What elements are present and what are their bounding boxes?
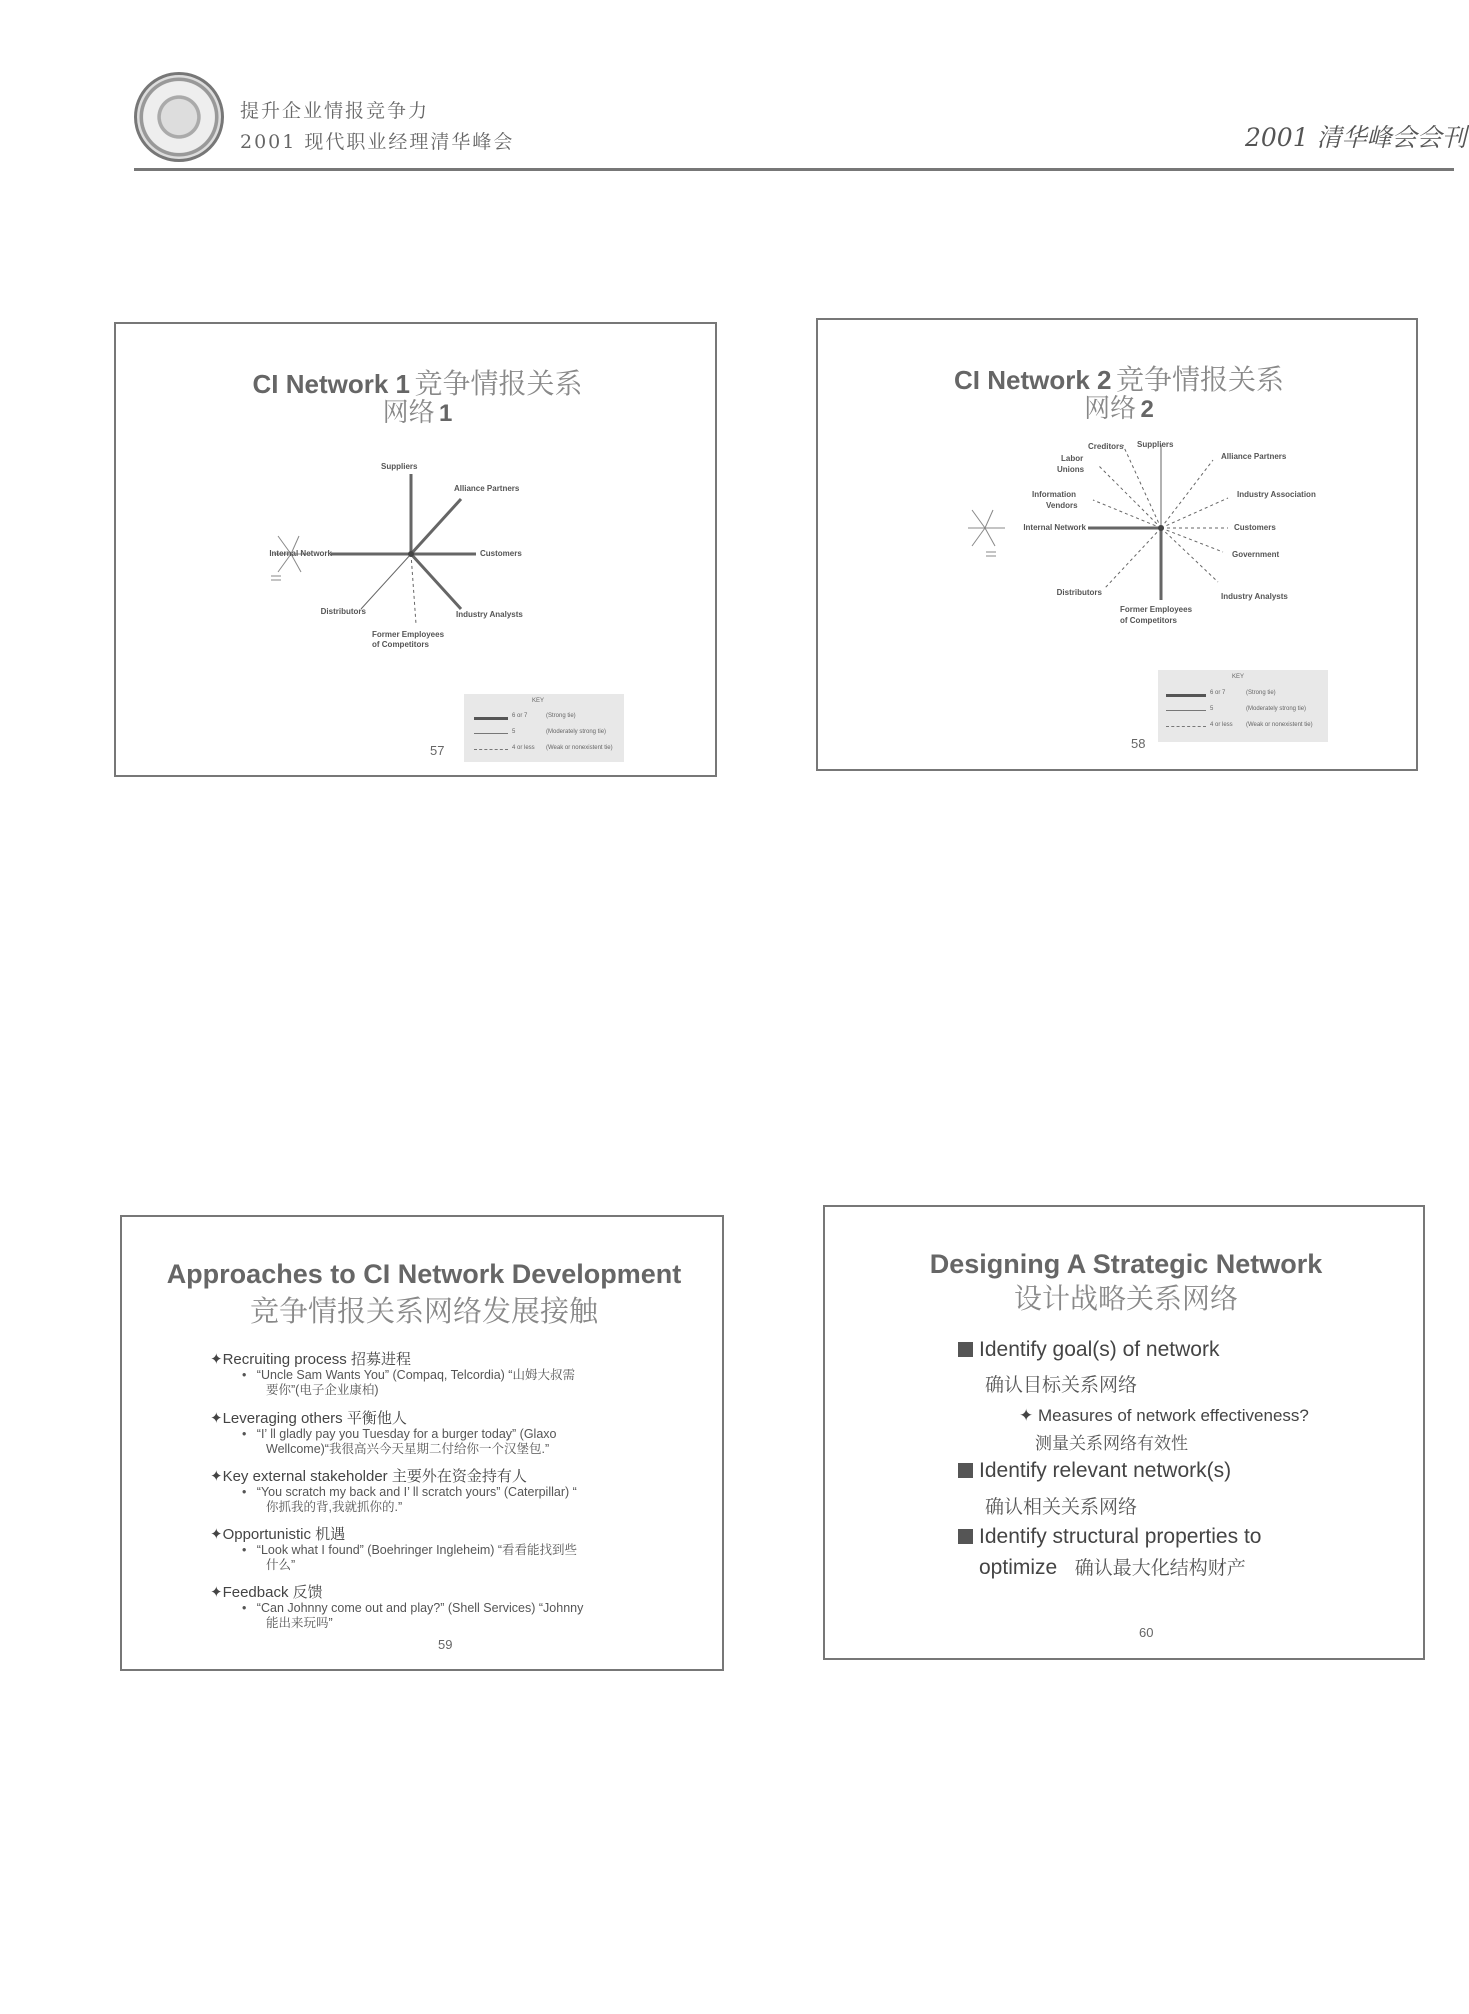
slide-57 [114, 322, 717, 777]
label-of-competitors: of Competitors [1120, 616, 1177, 625]
label-distributors: Distributors [1056, 588, 1102, 597]
slide-58-title-zh-2: 网络 [1084, 394, 1137, 424]
bullet-opportunistic: ✦Opportunistic 机遇 [210, 1526, 346, 1543]
slide-58-key: KEY 6 or 7 (Strong tie) 5 (Moderately strong tie) 4 or less (Weak or nonexistent tie) [1158, 670, 1328, 742]
label-customers: Customers [480, 549, 522, 558]
tree-icon [271, 536, 311, 580]
label-industry-analysts: Industry Analysts [456, 610, 523, 619]
slide-59-title-zh: 竞争情报关系网络发展接触 [249, 1294, 598, 1328]
slide-57-title-zh-2: 网络 [382, 398, 435, 428]
label-former-employees: Former Employees [372, 630, 445, 639]
sub-measures: ✦ Measures of network effectiveness? [1019, 1406, 1309, 1425]
sub-measures-zh: 测量关系网络有效性 [1035, 1434, 1188, 1454]
label-former-employees: Former Employees [1120, 605, 1193, 614]
sub-recruiting: • “Uncle Sam Wants You” (Compaq, Telcordia) “山姆大叔需 要你”(电子企业康柏) [242, 1368, 575, 1397]
square-bullet-icon [958, 1529, 973, 1544]
slide-60 [823, 1205, 1425, 1660]
page-number: 60 [1139, 1625, 1154, 1640]
slide-59 [120, 1215, 724, 1671]
bullet-feedback: ✦Feedback 反馈 [210, 1584, 323, 1601]
label-suppliers: Suppliers [381, 462, 418, 471]
label-industry-analysts: Industry Analysts [1221, 592, 1288, 601]
label-suppliers: Suppliers [1137, 440, 1174, 449]
item-identify-goals: Identify goal(s) of network [958, 1338, 1219, 1362]
slide-57-title-zh: 竞争情报关系 [414, 367, 583, 400]
label-distributors: Distributors [320, 607, 366, 616]
header-rule [134, 168, 1454, 171]
network-diagram-1 [116, 324, 716, 776]
label-alliance-partners: Alliance Partners [454, 484, 520, 493]
header-line-2: 2001 现代职业经理清华峰会 [240, 131, 515, 153]
slide-58 [816, 318, 1418, 771]
label-information: Information [1032, 490, 1076, 499]
page-number: 58 [1131, 736, 1146, 751]
bullet-stakeholder: ✦Key external stakeholder 主要外在资金持有人 [210, 1468, 527, 1485]
summit-seal-logo [134, 72, 224, 162]
slide-60-title-en: Designing A Strategic Network [929, 1249, 1323, 1279]
slide-58-title-zh: 竞争情报关系 [1115, 363, 1284, 396]
label-internal-network: Internal Network [269, 549, 332, 558]
label-government: Government [1232, 550, 1280, 559]
item-identify-structural: Identify structural properties to [958, 1525, 1261, 1549]
page-number: 59 [438, 1637, 453, 1652]
label-customers: Customers [1234, 523, 1276, 532]
label-of-competitors: of Competitors [372, 640, 429, 649]
slide-60-title-zh: 设计战略关系网络 [1013, 1282, 1238, 1315]
slide-58-title-en: CI Network 2 [954, 365, 1112, 395]
label-industry-association: Industry Association [1237, 490, 1316, 499]
item-optimize: optimize 确认最大化结构财产 [979, 1556, 1246, 1579]
item-identify-goals-zh: 确认目标关系网络 [985, 1374, 1138, 1396]
label-internal-network: Internal Network [1023, 523, 1086, 532]
header-right-title: 2001 清华峰会会刊 [1245, 123, 1467, 152]
slide-57-key: KEY 6 or 7 (Strong tie) 5 (Moderately strong tie) 4 or less (Weak or nonexistent tie) [464, 694, 624, 762]
sub-feedback: • “Can Johnny come out and play?” (Shell Services) “Johnny 能出来玩吗” [242, 1601, 584, 1630]
label-vendors: Vendors [1046, 501, 1078, 510]
square-bullet-icon [958, 1342, 973, 1357]
slide-57-title-num: 1 [439, 400, 453, 427]
sub-leveraging: • “I’ ll gladly pay you Tuesday for a burger today” (Glaxo Wellcome)“我很高兴今天星期二付给你一个汉堡包.” [242, 1427, 557, 1456]
item-identify-relevant-zh: 确认相关关系网络 [985, 1496, 1138, 1518]
label-alliance-partners: Alliance Partners [1221, 452, 1287, 461]
slide-58-title-num: 2 [1140, 396, 1154, 423]
slide-59-title-en: Approaches to CI Network Development [166, 1259, 682, 1289]
slide-57-title-en: CI Network 1 [252, 369, 411, 399]
network-diagram-2 [818, 320, 1418, 770]
label-labor: Labor [1061, 454, 1084, 463]
item-identify-relevant: Identify relevant network(s) [958, 1459, 1231, 1483]
header-line-1: 提升企业情报竞争力 [240, 100, 430, 122]
bullet-recruiting: ✦Recruiting process 招募进程 [210, 1351, 411, 1368]
tree-icon [968, 510, 1005, 556]
label-creditors: Creditors [1088, 442, 1124, 451]
square-bullet-icon [958, 1463, 973, 1478]
page-number: 57 [430, 743, 445, 758]
sub-opportunistic: • “Look what I found” (Boehringer Ingleheim) “看看能找到些 什么” [242, 1543, 578, 1572]
label-unions: Unions [1057, 465, 1085, 474]
sub-stakeholder: • “You scratch my back and I’ ll scratch yours” (Caterpillar) “ 你抓我的背,我就抓你的.” [242, 1485, 577, 1514]
bullet-leveraging: ✦Leveraging others 平衡他人 [210, 1410, 407, 1427]
